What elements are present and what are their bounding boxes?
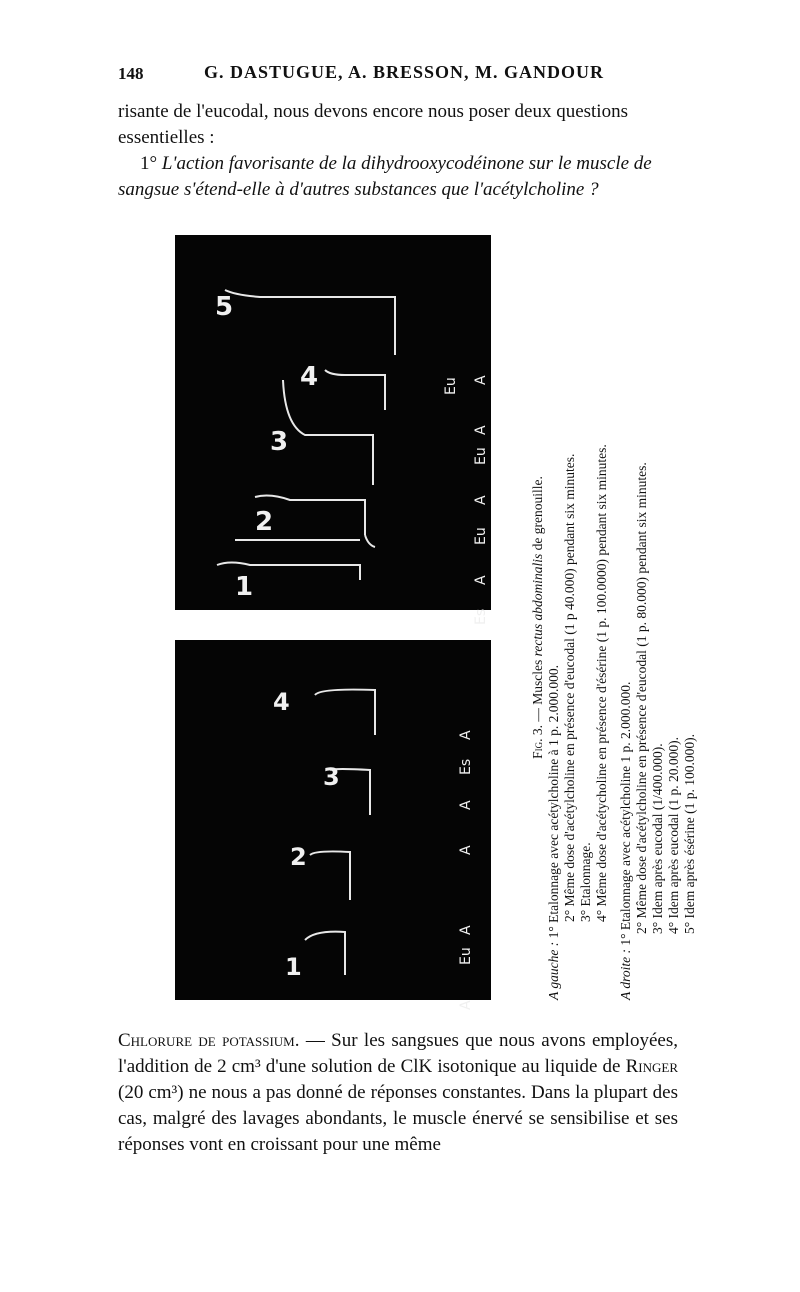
injection-mark: A [458,800,474,810]
trace-number: 1 [235,572,254,602]
question-text: L'action favorisante de la dihydrooxycodéinone sur le muscle de sangsue s'étend-elle à d'autres substances que l'acétylcholine ? [118,153,652,200]
page-number: 148 [118,64,144,83]
caption-right-item: 4° Idem après eucodal (1 p. 20.000). [666,737,681,934]
trace-number: 3 [270,427,289,457]
injection-mark: A [458,925,474,935]
figure-bottom-photo [175,640,491,1010]
kymograph-top [175,235,491,625]
trace-line [315,690,375,735]
page-header [118,62,678,92]
running-title: G. DASTUGUE, A. BRESSON, M. GANDOUR [204,62,605,82]
caption-title: Fig. 3. — Muscles rectus abdominalis de grenouille. [530,476,545,759]
caption-left-item: 4° Même dose d'acétycholine en présence d'ésérine (1 p. 100.0000) pendant six minutes. [594,444,609,922]
trace-number: 4 [273,688,290,716]
trace-line [225,290,395,355]
paragraph-top: risante de l'eucodal, nous devons encore nous poser deux questions essentielles : [118,101,628,148]
injection-mark: A [473,375,489,385]
caption-right-item: A droite : 1° Etalonnage avec acétylcholine 1 p. 2.000.000. [618,681,633,1000]
injection-mark: A [473,425,489,435]
trace-line [283,380,373,485]
ringer-name: Ringer [625,1056,678,1077]
trace-number: 2 [290,843,307,871]
trace-line [325,370,385,410]
caption-right-label: A droite : [618,949,633,1000]
trace-number: 2 [255,507,274,537]
paragraph-bottom: Chlorure de potassium. — Sur les sangsues que nous avons employées, l'addition de 2 cm³ d'une solution de ClK isotonique au liquide de Ringer (20 cm³) ne nous a pas donné de réponses constantes. Dans la plupart des cas, malgré des lavages abondants, le muscle énervé se sensibilise et ses réponses vont en croissant pour une même [118,1030,678,1155]
injection-mark: Eu [458,947,474,965]
trace-number: 3 [323,763,340,791]
caption-right-item: 5° Idem après ésérine (1 p. 100.000). [682,734,697,934]
trace-line [305,932,345,975]
caption-right-item: 2° Même dose d'acétylcholine en présence d'eucodal (1 p. 80.000) pendant six minutes. [634,462,649,934]
section-lead: Chlorure de potassium. [118,1030,300,1051]
question-paragraph [118,151,678,203]
injection-mark: Es [473,608,489,625]
caption-left-item: A gauche : 1° Etalonnage avec acétylcholine à 1 p. 2.000.000. [546,664,561,1000]
injection-mark: A [473,495,489,505]
trace-number: 1 [285,953,302,981]
injection-mark: Eu [473,447,489,465]
injection-mark: A [458,730,474,740]
figure-caption [530,235,705,1000]
injection-mark: Eu [473,527,489,545]
injection-mark: Es [458,758,474,775]
kymograph-bottom [175,640,491,1010]
muscle-name: rectus abdominalis [530,553,545,657]
injection-mark: Eu [443,377,459,395]
figure-top-photo [175,235,491,625]
injection-mark: A [473,575,489,585]
injection-mark: A [458,1000,474,1010]
caption-left-item: 2° Même dose d'acétylcholine en présence d'eucodal (1 p 40.000) pendant six minutes. [562,453,577,922]
caption-left-item: 3° Etalonnage. [578,842,593,922]
figure-label: Fig. 3. [530,724,545,759]
trace-number: 5 [215,292,234,322]
trace-line [310,851,350,900]
caption-right-item: 3° Idem après eucodal (1/400.000). [650,743,665,934]
injection-mark: A [458,845,474,855]
trace-number: 4 [300,362,319,392]
caption-left-label: A gauche : [546,941,561,1000]
question-number: 1° [140,153,158,174]
